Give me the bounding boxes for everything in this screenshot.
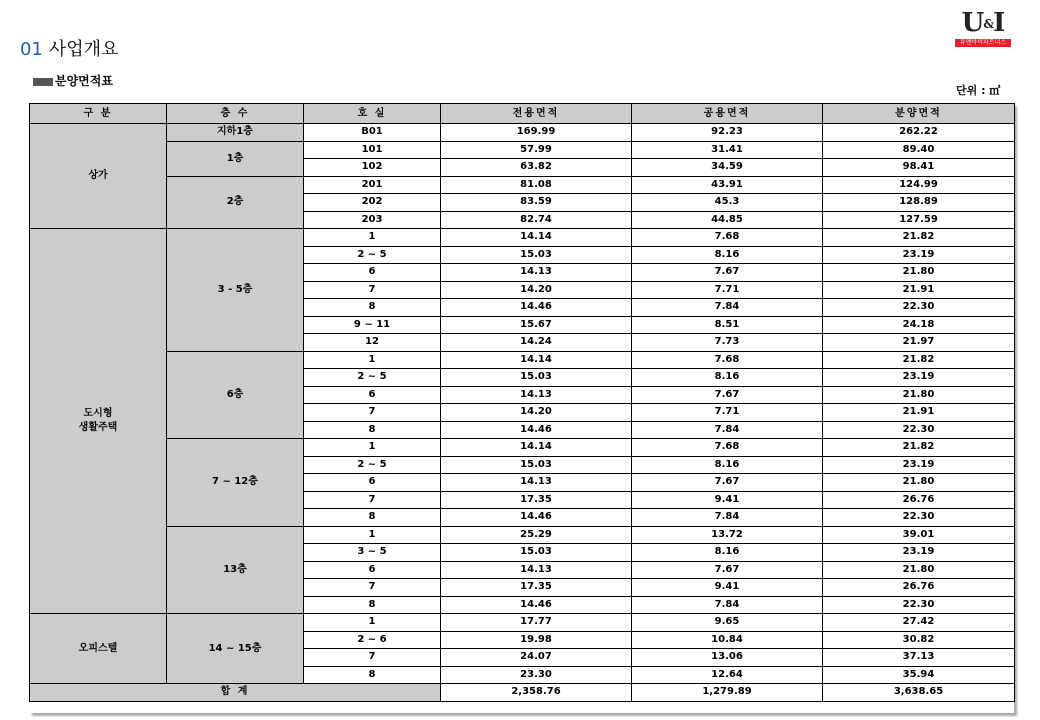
floor-cell: 1층: [167, 141, 304, 176]
exclusive-area-cell: 83.59: [441, 194, 632, 212]
page-number: 01: [20, 39, 43, 60]
common-area-cell: 9.41: [632, 579, 823, 597]
total-common-area: 1,279.89: [632, 684, 823, 702]
unit-cell: 8: [304, 596, 441, 614]
sale-area-cell: 22.30: [823, 509, 1015, 527]
unit-cell: 7: [304, 491, 441, 509]
common-area-cell: 92.23: [632, 124, 823, 142]
unit-cell: 7: [304, 649, 441, 667]
logo-tagline: 유앤아이파트너스: [955, 39, 1011, 47]
common-area-cell: 7.68: [632, 439, 823, 457]
exclusive-area-cell: 15.67: [441, 316, 632, 334]
common-area-cell: 7.84: [632, 421, 823, 439]
common-area-cell: 10.84: [632, 631, 823, 649]
exclusive-area-cell: 14.46: [441, 299, 632, 317]
division-cell: 상가: [30, 124, 167, 229]
header-division: 구 분: [30, 104, 167, 124]
unit-cell: 6: [304, 561, 441, 579]
page-title: [20, 39, 118, 61]
exclusive-area-cell: 14.46: [441, 596, 632, 614]
sale-area-cell: 23.19: [823, 246, 1015, 264]
unit-cell: 7: [304, 404, 441, 422]
exclusive-area-cell: 24.07: [441, 649, 632, 667]
sale-area-cell: 39.01: [823, 526, 1015, 544]
sale-area-cell: 21.91: [823, 281, 1015, 299]
common-area-cell: 8.51: [632, 316, 823, 334]
exclusive-area-cell: 14.14: [441, 351, 632, 369]
sale-area-cell: 128.89: [823, 194, 1015, 212]
exclusive-area-cell: 57.99: [441, 141, 632, 159]
common-area-cell: 13.72: [632, 526, 823, 544]
exclusive-area-cell: 14.24: [441, 334, 632, 352]
common-area-cell: 8.16: [632, 246, 823, 264]
common-area-cell: 45.3: [632, 194, 823, 212]
sale-area-cell: 21.80: [823, 264, 1015, 282]
header-floor: 층 수: [167, 104, 304, 124]
table-row: [30, 176, 1015, 194]
exclusive-area-cell: 81.08: [441, 176, 632, 194]
common-area-cell: 8.16: [632, 369, 823, 387]
floor-cell: 2층: [167, 176, 304, 229]
table-header-row: [30, 104, 1015, 124]
sale-area-cell: 22.30: [823, 299, 1015, 317]
unit-cell: 2 ~ 5: [304, 456, 441, 474]
unit-cell: 1: [304, 526, 441, 544]
exclusive-area-cell: 63.82: [441, 159, 632, 177]
sale-area-cell: 35.94: [823, 666, 1015, 684]
table-row: [30, 351, 1015, 369]
header-unit: 호 실: [304, 104, 441, 124]
sale-area-cell: 23.19: [823, 369, 1015, 387]
unit-cell: 8: [304, 509, 441, 527]
table-row: [30, 141, 1015, 159]
exclusive-area-cell: 15.03: [441, 544, 632, 562]
sale-area-cell: 21.91: [823, 404, 1015, 422]
sale-area-cell: 124.99: [823, 176, 1015, 194]
common-area-cell: 31.41: [632, 141, 823, 159]
floor-cell: 6층: [167, 351, 304, 439]
floor-cell: 7 ~ 12층: [167, 439, 304, 527]
total-label: 합 계: [30, 684, 441, 702]
sale-area-cell: 89.40: [823, 141, 1015, 159]
sale-area-cell: 26.76: [823, 491, 1015, 509]
unit-cell: 1: [304, 614, 441, 632]
exclusive-area-cell: 15.03: [441, 369, 632, 387]
sale-area-cell: 21.82: [823, 229, 1015, 247]
exclusive-area-cell: 19.98: [441, 631, 632, 649]
header-sale-area: 분양면적: [823, 104, 1015, 124]
common-area-cell: 7.71: [632, 404, 823, 422]
sale-area-cell: 21.80: [823, 386, 1015, 404]
sale-area-cell: 262.22: [823, 124, 1015, 142]
unit-cell: 3 ~ 5: [304, 544, 441, 562]
unit-cell: 2 ~ 6: [304, 631, 441, 649]
floor-cell: 3 - 5층: [167, 229, 304, 352]
total-exclusive-area: 2,358.76: [441, 684, 632, 702]
unit-cell: 7: [304, 579, 441, 597]
total-sale-area: 3,638.65: [823, 684, 1015, 702]
sale-area-cell: 23.19: [823, 456, 1015, 474]
table-row: [30, 526, 1015, 544]
section-label: [33, 73, 113, 89]
sale-area-cell: 21.80: [823, 474, 1015, 492]
unit-cell: 201: [304, 176, 441, 194]
exclusive-area-cell: 14.46: [441, 421, 632, 439]
floor-cell: 14 ~ 15층: [167, 614, 304, 684]
area-table-container: [29, 103, 1014, 713]
sale-area-cell: 98.41: [823, 159, 1015, 177]
common-area-cell: 7.67: [632, 386, 823, 404]
unit-cell: 1: [304, 351, 441, 369]
unit-cell: 2 ~ 5: [304, 369, 441, 387]
exclusive-area-cell: 17.35: [441, 491, 632, 509]
unit-cell: 1: [304, 439, 441, 457]
common-area-cell: 44.85: [632, 211, 823, 229]
common-area-cell: 12.64: [632, 666, 823, 684]
common-area-cell: 7.84: [632, 509, 823, 527]
sale-area-cell: 26.76: [823, 579, 1015, 597]
floor-cell: 13층: [167, 526, 304, 614]
exclusive-area-cell: 14.13: [441, 386, 632, 404]
common-area-cell: 7.84: [632, 596, 823, 614]
exclusive-area-cell: 14.13: [441, 264, 632, 282]
exclusive-area-cell: 14.20: [441, 404, 632, 422]
company-logo: [955, 10, 1011, 46]
division-cell: 오피스텔: [30, 614, 167, 684]
exclusive-area-cell: 23.30: [441, 666, 632, 684]
unit-cell: 8: [304, 421, 441, 439]
exclusive-area-cell: 169.99: [441, 124, 632, 142]
sale-area-cell: 22.30: [823, 596, 1015, 614]
page-title-text: 사업개요: [48, 39, 119, 60]
section-bullet-icon: [33, 78, 53, 86]
common-area-cell: 7.67: [632, 264, 823, 282]
sale-area-cell: 21.82: [823, 351, 1015, 369]
exclusive-area-cell: 14.13: [441, 561, 632, 579]
common-area-cell: 8.16: [632, 544, 823, 562]
table-row: [30, 229, 1015, 247]
exclusive-area-cell: 15.03: [441, 246, 632, 264]
unit-cell: 6: [304, 474, 441, 492]
sale-area-cell: 23.19: [823, 544, 1015, 562]
common-area-cell: 7.68: [632, 351, 823, 369]
sale-area-cell: 30.82: [823, 631, 1015, 649]
sale-area-cell: 127.59: [823, 211, 1015, 229]
unit-cell: 1: [304, 229, 441, 247]
unit-cell: 6: [304, 264, 441, 282]
common-area-cell: 9.65: [632, 614, 823, 632]
logo-mark: U&I: [961, 8, 1005, 38]
exclusive-area-cell: 17.35: [441, 579, 632, 597]
unit-cell: B01: [304, 124, 441, 142]
section-label-text: 분양면적표: [55, 74, 113, 88]
common-area-cell: 7.67: [632, 474, 823, 492]
unit-cell: 202: [304, 194, 441, 212]
common-area-cell: 7.73: [632, 334, 823, 352]
unit-cell: 12: [304, 334, 441, 352]
exclusive-area-cell: 14.46: [441, 509, 632, 527]
sale-area-cell: 37.13: [823, 649, 1015, 667]
unit-cell: 2 ~ 5: [304, 246, 441, 264]
exclusive-area-cell: 17.77: [441, 614, 632, 632]
unit-cell: 203: [304, 211, 441, 229]
common-area-cell: 13.06: [632, 649, 823, 667]
sale-area-cell: 21.80: [823, 561, 1015, 579]
table-row: [30, 614, 1015, 632]
table-row: [30, 439, 1015, 457]
exclusive-area-cell: 14.14: [441, 229, 632, 247]
header-common-area: 공용면적: [632, 104, 823, 124]
exclusive-area-cell: 14.13: [441, 474, 632, 492]
unit-cell: 7: [304, 281, 441, 299]
exclusive-area-cell: 82.74: [441, 211, 632, 229]
table-total-row: [30, 684, 1015, 702]
sale-area-cell: 22.30: [823, 421, 1015, 439]
common-area-cell: 9.41: [632, 491, 823, 509]
common-area-cell: 34.59: [632, 159, 823, 177]
sale-area-cell: 21.82: [823, 439, 1015, 457]
exclusive-area-cell: 15.03: [441, 456, 632, 474]
common-area-cell: 7.84: [632, 299, 823, 317]
unit-cell: 9 ~ 11: [304, 316, 441, 334]
header-exclusive-area: 전용면적: [441, 104, 632, 124]
common-area-cell: 8.16: [632, 456, 823, 474]
common-area-cell: 7.67: [632, 561, 823, 579]
unit-cell: 101: [304, 141, 441, 159]
unit-cell: 102: [304, 159, 441, 177]
floor-cell: 지하1층: [167, 124, 304, 142]
common-area-cell: 43.91: [632, 176, 823, 194]
unit-cell: 8: [304, 666, 441, 684]
unit-label: 단위 : ㎡: [956, 84, 1001, 97]
exclusive-area-cell: 25.29: [441, 526, 632, 544]
area-table: [29, 103, 1015, 702]
sale-area-cell: 21.97: [823, 334, 1015, 352]
unit-cell: 6: [304, 386, 441, 404]
table-row: [30, 124, 1015, 142]
exclusive-area-cell: 14.20: [441, 281, 632, 299]
exclusive-area-cell: 14.14: [441, 439, 632, 457]
unit-cell: 8: [304, 299, 441, 317]
common-area-cell: 7.68: [632, 229, 823, 247]
sale-area-cell: 27.42: [823, 614, 1015, 632]
division-cell: 도시형 생활주택: [30, 229, 167, 614]
common-area-cell: 7.71: [632, 281, 823, 299]
sale-area-cell: 24.18: [823, 316, 1015, 334]
